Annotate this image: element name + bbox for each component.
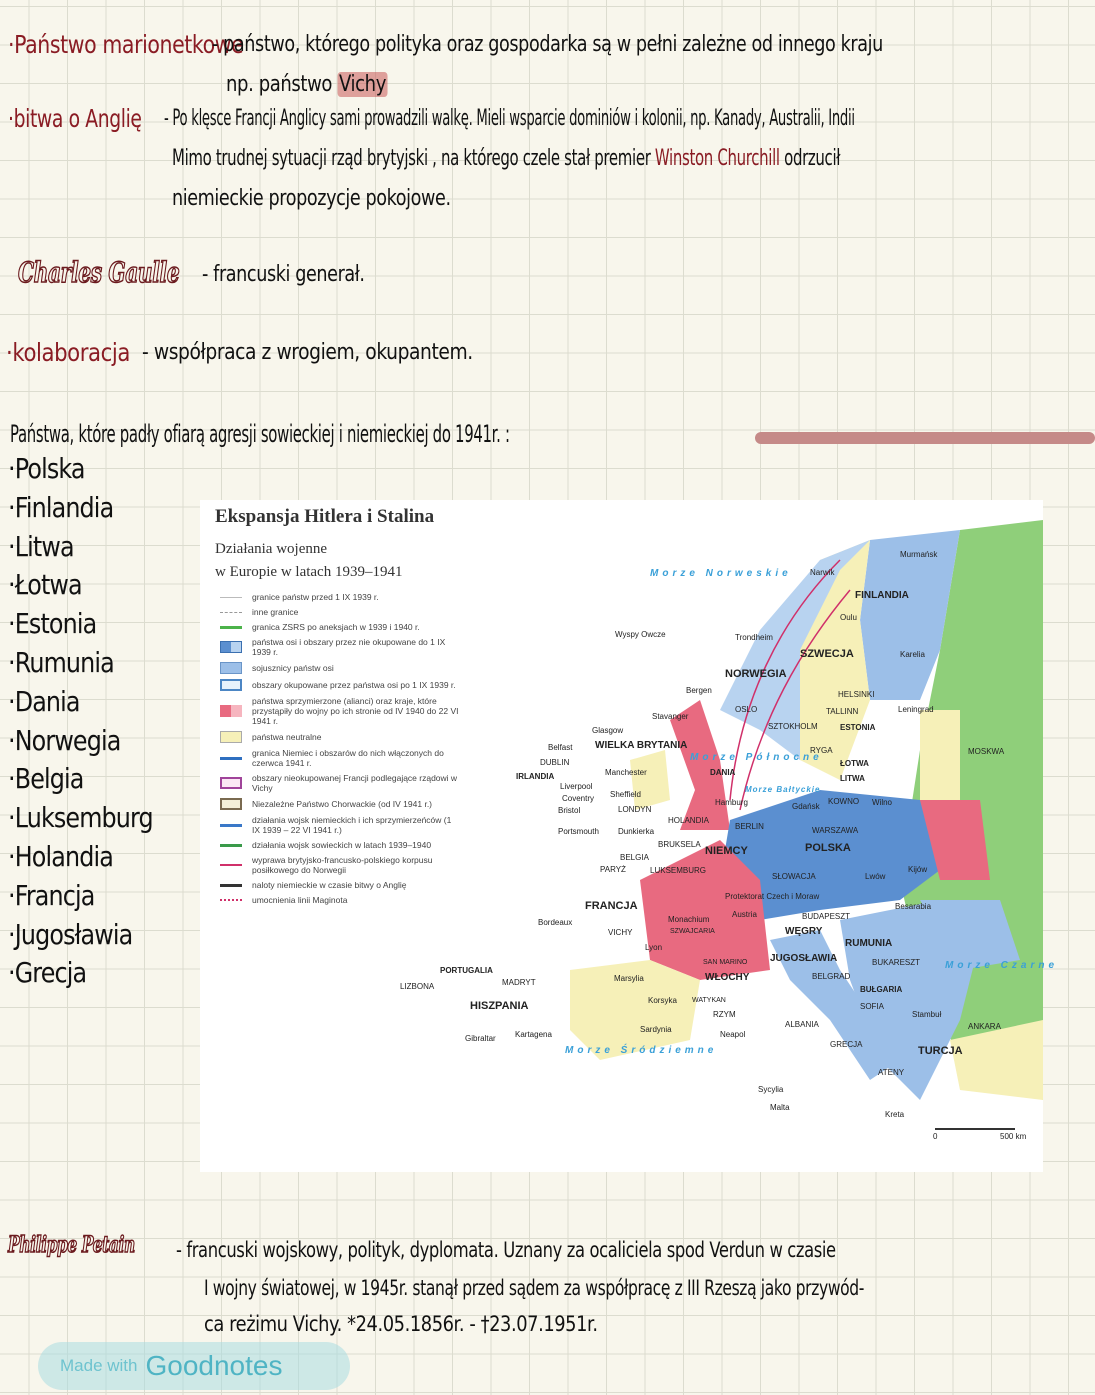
map-label: ATENY [878, 1068, 905, 1077]
map-label: VICHY [608, 928, 633, 937]
sea-label: Morze Norweskie [650, 568, 792, 579]
states-heading: Państwa, które padły ofiarą agresji sowieckiej i niemieckiej do 1941r. : [10, 420, 510, 448]
petain-line-3: ca reżimu Vichy. *24.05.1856r. - †23.07.1951r. [204, 1312, 598, 1336]
map-label: TALLINN [826, 707, 859, 716]
map-label: RUMUNIA [845, 938, 893, 949]
list-item: ·Łotwa [8, 568, 82, 602]
map-label: SOFIA [860, 1002, 885, 1011]
map-label: LIZBONA [400, 982, 435, 991]
map-label: BUKARESZT [872, 958, 921, 967]
map-label: TURCJA [918, 1045, 963, 1057]
map-label: Gdańsk [792, 802, 820, 811]
map-label: Trondheim [735, 633, 773, 642]
map-label: ESTONIA [840, 723, 876, 732]
term-puppet-state: ·Państwo marionetkowe [8, 30, 244, 59]
map-label: Narwik [810, 568, 835, 577]
map-label: Wilno [872, 798, 893, 807]
list-item: ·Holandia [8, 839, 113, 873]
legend-item: Niezależne Państwo Chorwackie (od IV 1941 r.) [220, 798, 460, 810]
list-item: ·Luksemburg [8, 801, 153, 835]
map-label: Lyon [645, 943, 663, 952]
map-label: WIELKA BRYTANIA [595, 740, 688, 751]
map-label: ALBANIA [785, 1020, 819, 1029]
baltics-region [920, 710, 960, 800]
legend-item: granica ZSRS po aneksjach w 1939 i 1940 r. [220, 622, 460, 632]
map-label: IRLANDIA [516, 772, 555, 781]
map-label: FINLANDIA [855, 590, 909, 601]
legend-item: sojusznicy państw osi [220, 662, 460, 674]
map-subtitle-2: w Europie w latach 1939–1941 [215, 564, 403, 580]
map-label: BUŁGARIA [860, 985, 903, 994]
ireland-region [630, 750, 670, 810]
map-label: Bergen [686, 686, 712, 695]
list-item: ·Finlandia [8, 490, 114, 524]
map-label: Sardynia [640, 1025, 672, 1034]
map-label: Murmańsk [900, 550, 938, 559]
scale-label-500km: 500 km [1000, 1132, 1027, 1141]
map-label: SZWECJA [800, 648, 854, 660]
watermark-prefix: Made with [60, 1356, 138, 1375]
watermark-brand: Goodnotes [145, 1350, 283, 1381]
map-label: HOLANDIA [668, 816, 709, 825]
example-prefix: np. państwo [226, 72, 333, 97]
map-label: WĘGRY [785, 926, 823, 937]
map-label: RZYM [713, 1010, 736, 1019]
map-label: Portsmouth [558, 827, 599, 836]
map-label: KOWNO [828, 797, 860, 806]
map-label: Wyspy Owcze [615, 630, 666, 639]
map-label: HELSINKI [838, 690, 875, 699]
list-item: ·Litwa [8, 529, 74, 563]
map-label: BELGRAD [812, 972, 851, 981]
term-charles-gaulle: Charles Gaulle [18, 256, 180, 289]
map-label: ANKARA [968, 1022, 1001, 1031]
map-subtitle [215, 538, 402, 584]
churchill-name: Winston Churchill [654, 146, 780, 171]
map-label: GRECJA [830, 1040, 863, 1049]
list-item: ·Francja [8, 878, 95, 912]
map-label: SAN MARINO [703, 959, 748, 966]
battle-line-1: - Po klęsce Francji Anglicy sami prowadzili walkę. Mieli wsparcie dominiów i kolonii, np. Kanady, Australii, Indii [164, 106, 855, 131]
map-label: Stambuł [912, 1010, 942, 1019]
legend-item: państwa sprzymierzone (alianci) oraz kraje, które przystąpiły do wojny po ich stronie od IV 1940 do 22 VI 1941 r. [220, 696, 460, 726]
map-label: BERLIN [735, 822, 764, 831]
list-item: ·Jugosławia [8, 917, 133, 951]
list-item: ·Norwegia [8, 723, 121, 757]
list-item: ·Polska [8, 452, 85, 485]
map-label: Bordeaux [538, 918, 573, 927]
map-label: FRANCJA [585, 900, 638, 912]
term-battle-of-britain: ·bitwa o Anglię [8, 104, 142, 133]
map-label: OSLO [735, 705, 758, 714]
map-label: NIEMCY [705, 845, 748, 857]
map-label: Malta [770, 1103, 790, 1112]
map-label: HISZPANIA [470, 1000, 529, 1012]
legend-item: granice państw przed 1 IX 1939 r. [220, 592, 460, 602]
puppet-definition: - państwo, którego polityka oraz gospodarka są w pełni zależne od innego kraju [212, 32, 883, 57]
map-label: DUBLIN [540, 758, 570, 767]
map-label: WŁOCHY [705, 972, 750, 983]
map-label: Sycylia [758, 1085, 784, 1094]
map-label: Gibraltar [465, 1034, 496, 1043]
legend-item: działania wojsk niemieckich i ich sprzymierzeńców (1 IX 1939 – 22 VI 1941 r.) [220, 815, 460, 835]
map-label: Manchester [605, 768, 647, 777]
legend-item: obszary okupowane przez państwa osi po 1 IX 1939 r. [220, 679, 460, 691]
map-label: NORWEGIA [725, 668, 787, 680]
map-label: Dunkierka [618, 827, 655, 836]
scale-label-zero: 0 [933, 1132, 938, 1141]
map-label: Kreta [885, 1110, 905, 1119]
legend-item: inne granice [220, 607, 460, 617]
list-item: ·Estonia [8, 607, 97, 641]
europe-map-image [200, 500, 1059, 1172]
map-label: ŁOTWA [840, 759, 869, 768]
map-label: Besarabia [895, 902, 932, 911]
map-label: Coventry [562, 794, 595, 803]
map-label: Sheffield [610, 790, 641, 799]
map-label: RYGA [810, 746, 833, 755]
petain-line-1: - francuski wojskowy, polityk, dyplomata. Uznany za ocaliciela spod Verdun w czasie [176, 1238, 836, 1262]
map-label: Monachium [668, 915, 710, 924]
map-label: SŁOWACJA [772, 872, 816, 881]
map-label: Kijów [908, 865, 928, 874]
battle-line-2-text: Mimo trudnej sytuacji rząd brytyjski , na którego czele stał premier [172, 146, 651, 171]
map-label: JUGOSŁAWIA [770, 953, 838, 964]
map-label: Liverpool [560, 782, 593, 791]
legend-item: naloty niemieckie w czasie bitwy o Anglię [220, 880, 460, 890]
map-label: PORTUGALIA [440, 966, 493, 975]
sea-label: Morze Bałtyckie [745, 785, 821, 794]
map-label: BELGIA [620, 853, 649, 862]
map-label: Austria [732, 910, 757, 919]
example-vichy: Vichy [339, 72, 386, 97]
list-item: ·Grecja [8, 956, 87, 990]
goodnotes-watermark-badge [38, 1342, 350, 1390]
map-label: LITWA [840, 774, 865, 783]
term-philippe-petain: Philippe Petain [8, 1232, 135, 1258]
puppet-example [226, 72, 388, 97]
sea-label: Morze Czarne [945, 960, 1059, 971]
legend-item: granica Niemiec i obszarów do nich włączonych do czerwca 1941 r. [220, 748, 460, 768]
map-label: Lwów [865, 872, 886, 881]
legend-item: obszary nieokupowanej Francji podlegające rządowi w Vichy [220, 773, 460, 793]
map-label: Leningrad [898, 705, 934, 714]
list-item: ·Rumunia [8, 645, 114, 679]
map-label: LONDYN [618, 805, 652, 814]
map-label: Hamburg [715, 798, 748, 807]
legend-item: państwa osi i obszary przez nie okupowane do 1 IX 1939 r. [220, 637, 460, 657]
map-label: BRUKSELA [658, 840, 701, 849]
map-label: MADRYT [502, 978, 536, 987]
map-title: Ekspansja Hitlera i Stalina [215, 506, 435, 527]
map-label: WARSZAWA [812, 826, 859, 835]
battle-line-3: niemieckie propozycje pokojowe. [172, 186, 451, 211]
map-label: LUKSEMBURG [650, 866, 707, 875]
map-label: Neapol [720, 1030, 746, 1039]
map-label: Bristol [558, 806, 581, 815]
map-label: DANIA [710, 768, 736, 777]
map-label: Glasgow [592, 726, 624, 735]
map-label: Stavanger [652, 712, 689, 721]
legend-item: państwa neutralne [220, 731, 460, 743]
term-collaboration: ·kolaboracja [6, 338, 130, 367]
sea-label: Morze Północne [690, 752, 823, 763]
sea-label: Morze Śródziemne [565, 1045, 718, 1056]
map-label: Oulu [840, 613, 857, 622]
scale-bar [935, 1128, 1015, 1130]
map-label: Kartagena [515, 1030, 552, 1039]
map-legend [220, 592, 460, 910]
map-label: Belfast [548, 743, 573, 752]
petain-line-2: I wojny światowej, w 1945r. stanął przed sądem za współpracę z III Rzeszą jako przywód- [204, 1276, 865, 1300]
map-label: WATYKAN [692, 997, 726, 1004]
map-label: POLSKA [805, 842, 851, 854]
map-label: Protektorat Czech i Moraw [725, 892, 820, 901]
legend-item: wyprawa brytyjsko-francusko-polskiego korpusu posiłkowego do Norwegii [220, 855, 460, 875]
collaboration-definition: - współpraca z wrogiem, okupantem. [142, 340, 473, 365]
map-label: Korsyka [648, 996, 677, 1005]
map-drawing [470, 500, 1043, 1172]
list-item: ·Dania [8, 684, 80, 718]
highlight-bar [755, 432, 1095, 444]
map-label: PARYŻ [600, 865, 626, 874]
map-label: SZTOKHOLM [768, 722, 818, 731]
map-label: BUDAPESZT [802, 912, 851, 921]
map-subtitle-1: Działania wojenne [215, 541, 328, 557]
list-item: ·Belgia [8, 762, 84, 796]
map-label: Marsylia [614, 974, 644, 983]
map-label: MOSKWA [968, 747, 1005, 756]
map-label: SZWAJCARIA [670, 928, 715, 935]
states-list [8, 450, 178, 993]
gaulle-definition: - francuski generał. [202, 262, 365, 287]
battle-line-2-end: odrzucił [784, 146, 841, 171]
legend-item: działania wojsk sowieckich w latach 1939–1940 [220, 840, 460, 850]
legend-item: umocnienia linii Maginota [220, 895, 460, 905]
map-label: Karelia [900, 650, 925, 659]
battle-line-2 [172, 146, 840, 171]
